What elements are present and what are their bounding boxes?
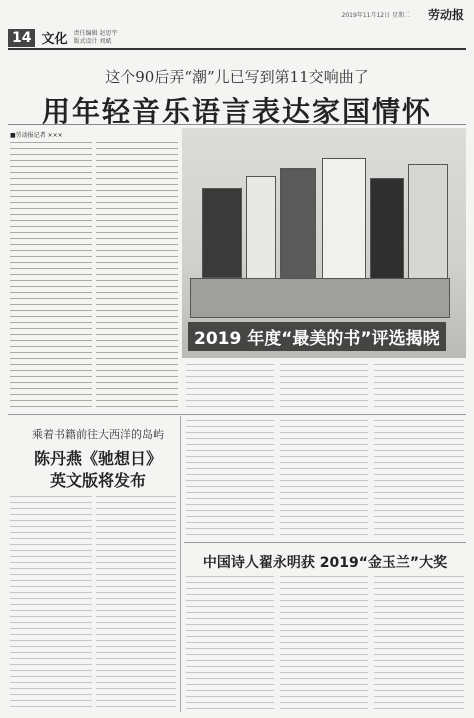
side-body-col1: [10, 496, 92, 710]
page-number: 14: [8, 29, 35, 47]
lead-body-col2: [96, 142, 178, 408]
feature-body-lower-col2: [280, 420, 368, 536]
poet-divider: [184, 542, 466, 543]
section-name: 文化: [41, 32, 68, 47]
lead-body-col1: [10, 142, 92, 408]
poet-headline: 中国诗人翟永明获 2019“金玉兰”大奖: [202, 555, 448, 571]
book-image: [246, 176, 276, 286]
book-image: [322, 158, 366, 288]
feature-body-col2: [280, 364, 368, 410]
lead-subtitle: 这个90后弄“潮”儿已写到第11交响曲了: [105, 68, 369, 86]
side-kicker: 乘着书籍前往大西洋的岛屿: [32, 428, 164, 441]
masthead-logo: 劳动报: [427, 8, 464, 22]
issue-date: 2019年11月12日 星期二: [341, 12, 410, 19]
section-divider: [8, 414, 466, 415]
book-image: [202, 188, 242, 278]
book-image: [280, 168, 316, 288]
feature-body-lower-col1: [186, 420, 274, 536]
poet-body-col2: [280, 576, 368, 710]
side-body-col2: [96, 496, 176, 710]
side-headline-1: 陈丹燕《驰想日》: [33, 449, 162, 468]
section-label: [8, 28, 117, 47]
feature-body-col1: [186, 364, 274, 410]
side-headline-2: 英文版将发布: [49, 471, 146, 490]
feature-body-col3: [374, 364, 464, 410]
column-divider: [180, 416, 181, 712]
byline-text: ■劳动报记者 ×××: [10, 132, 63, 139]
poet-body-col3: [374, 576, 464, 710]
lead-headline: 用年轻音乐语言表达家国情怀: [41, 95, 432, 128]
divider: [8, 124, 466, 125]
book-image: [370, 178, 404, 288]
lead-byline: [10, 130, 63, 139]
feature-body-lower-col3: [374, 420, 464, 536]
editor-credits: [74, 30, 118, 46]
book-image: [408, 164, 448, 288]
designer-line: 版式设计 刘斌: [73, 37, 112, 45]
photo-caption: 2019 年度“最美的书”评选揭晓: [188, 322, 446, 351]
book-image: [190, 278, 450, 318]
poet-body-col1: [186, 576, 274, 710]
editor-line: 责任编辑 赵思宇: [73, 29, 118, 37]
